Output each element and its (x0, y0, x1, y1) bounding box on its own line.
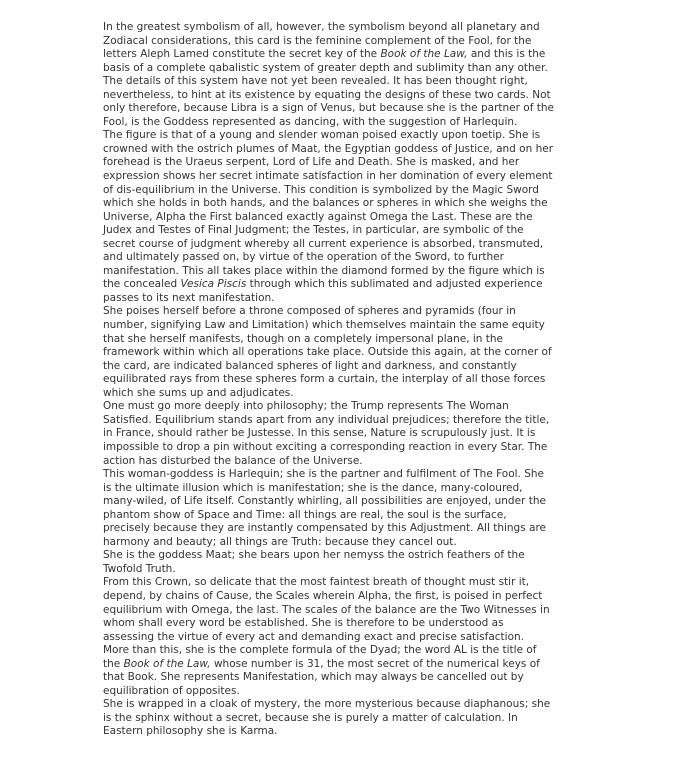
text-line: in France, should rather be Justesse. In this sense, Nature is scrupulously just. It is (103, 427, 536, 440)
text-line: only therefore, because Libra is a sign of Venus, but because she is the partner of the (103, 102, 554, 115)
text-line: Judex and Testes of Final Judgment; the Testes, in particular, are symbolic of the (103, 224, 524, 237)
text-line: impossible to drop a pin without exciting a corresponding reaction in every Star. The (103, 440, 548, 453)
text-line: is the ultimate illusion which is manifestation; she is the dance, many-coloured, (103, 481, 523, 494)
text-line: The figure is that of a young and slender woman poised exactly upon toetip. She is (103, 129, 541, 142)
text-line: of dis-equilibrium in the Universe. This condition is symbolized by the Magic Sword (103, 183, 539, 196)
text-line: Satisfied. Equilibrium stands apart from any individual prejudices; therefore the title, (103, 413, 550, 426)
text-line: expression shows her secret intimate satisfaction in her domination of every element (103, 170, 553, 183)
text-line: that Book. She represents Manifestation, which may always be cancelled out by (103, 671, 524, 684)
text-line: precisely because they are instantly compensated by this Adjustment. All things are (103, 522, 547, 535)
text-line: assessing the virtue of every act and demanding exact and precise satisfaction. (103, 630, 525, 643)
text-line: crowned with the ostrich plumes of Maat, the Egyptian goddess of Justice, and on her (103, 142, 554, 155)
text-line: that she herself manifests, though on a completely impersonal plane, in the (103, 332, 504, 345)
text-line: Eastern philosophy she is Karma. (103, 725, 278, 738)
text-line: From this Crown, so delicate that the most faintest breath of thought must stir it, (103, 576, 530, 589)
text-line: nevertheless, to hint at its existence by equating the designs of these two cards. Not (103, 88, 551, 101)
paragraph (103, 400, 608, 468)
text-line: whom shall every word be established. She is therefore to be understood as (103, 617, 504, 630)
text-line: which she sums up and adjudicates. (103, 386, 294, 399)
text-line: depend, by chains of Cause, the Scales wherein Alpha, the first, is poised in perfect (103, 589, 543, 602)
text-line: framework within which all operations take place. Outside this again, at the corner of (103, 346, 552, 359)
text-line: forehead is the Uraeus serpent, Lord of Life and Death. She is masked, and her (103, 156, 520, 169)
text-line: This woman-goddess is Harlequin; she is the partner and fulfilment of The Fool. She (103, 468, 545, 481)
text-line: One must go more deeply into philosophy; the Trump represents The Woman (103, 400, 509, 413)
text-line: She is wrapped in a cloak of mystery, the more mysterious because diaphanous; she (103, 698, 551, 711)
paragraph (103, 576, 608, 644)
text-line: secret course of judgment whereby all current experience is absorbed, transmuted, (103, 237, 544, 250)
text-line: basis of a complete qabalistic system of greater depth and sublimity than any other. (103, 61, 548, 74)
text-line: and ultimately passed on, by virtue of the operation of the Sword, to further (103, 251, 504, 264)
text-line: In the greatest symbolism of all, however, the symbolism beyond all planetary and (103, 21, 540, 33)
italic-text: Vesica Piscis (180, 278, 247, 291)
text-line: She is the goddess Maat; she bears upon her nemyss the ostrich feathers of the (103, 549, 525, 562)
text-line: equilibrated rays from these spheres form a curtain, the interplay of all those forces (103, 373, 546, 386)
text-line: harmony and beauty; all things are Truth: because they cancel out. (103, 535, 457, 548)
text-line: Twofold Truth. (103, 562, 176, 575)
paragraph (103, 549, 608, 576)
text-line: More than this, she is the complete formula of the Dyad; the word AL is the title of (103, 644, 537, 657)
text-line: Zodiacal considerations, this card is the feminine complement of the Fool, for the (103, 34, 532, 47)
text-line: passes to its next manifestation. (103, 291, 275, 304)
italic-text: Book of the Law, (380, 48, 468, 61)
text-line: equilibration of opposites. (103, 684, 240, 697)
text-line: Fool, is the Goddess represented as dancing, with the suggestion of Harlequin. (103, 115, 518, 128)
paragraph (103, 468, 608, 549)
text-line: phantom show of Space and Time: all things are real, the soul is the surface, (103, 508, 507, 521)
text-line: the card, are indicated balanced spheres of light and darkness, and constantly (103, 359, 517, 372)
text-line: the concealed Vesica Piscis through which this sublimated and adjusted experience (103, 278, 543, 291)
text-line: which she holds in both hands, and the balances or spheres in which she weighs the (103, 197, 548, 210)
text-line: The details of this system have not yet been revealed. It has been thought right, (103, 75, 528, 88)
text-line: She poises herself before a throne composed of spheres and pyramids (four in (103, 305, 516, 318)
paragraph (103, 21, 608, 129)
text-line: equilibrium with Omega, the last. The scales of the balance are the Two Witnesses in (103, 603, 550, 616)
text-line: many-wiled, of Life itself. Constantly whirling, all possibilities are enjoyed, under the (103, 495, 546, 508)
text-line: the Book of the Law, whose number is 31, the most secret of the numerical keys of (103, 657, 540, 670)
text-line: manifestation. This all takes place within the diamond formed by the figure which is (103, 264, 545, 277)
text-line: number, signifying Law and Limitation) which themselves maintain the same equity (103, 319, 545, 332)
paragraph (103, 644, 608, 698)
document-text (103, 21, 608, 739)
italic-text: Book of the Law, (123, 657, 211, 670)
paragraph (103, 129, 608, 305)
text-line: is the sphinx without a secret, because she is purely a matter of calculation. In (103, 711, 518, 724)
text-line: action has disturbed the balance of the Universe. (103, 454, 363, 467)
text-line: letters Aleph Lamed constitute the secret key of the Book of the Law, and this is the (103, 48, 546, 61)
paragraph (103, 698, 608, 739)
text-line: Universe, Alpha the First balanced exactly against Omega the Last. These are the (103, 210, 533, 223)
paragraph (103, 305, 608, 400)
